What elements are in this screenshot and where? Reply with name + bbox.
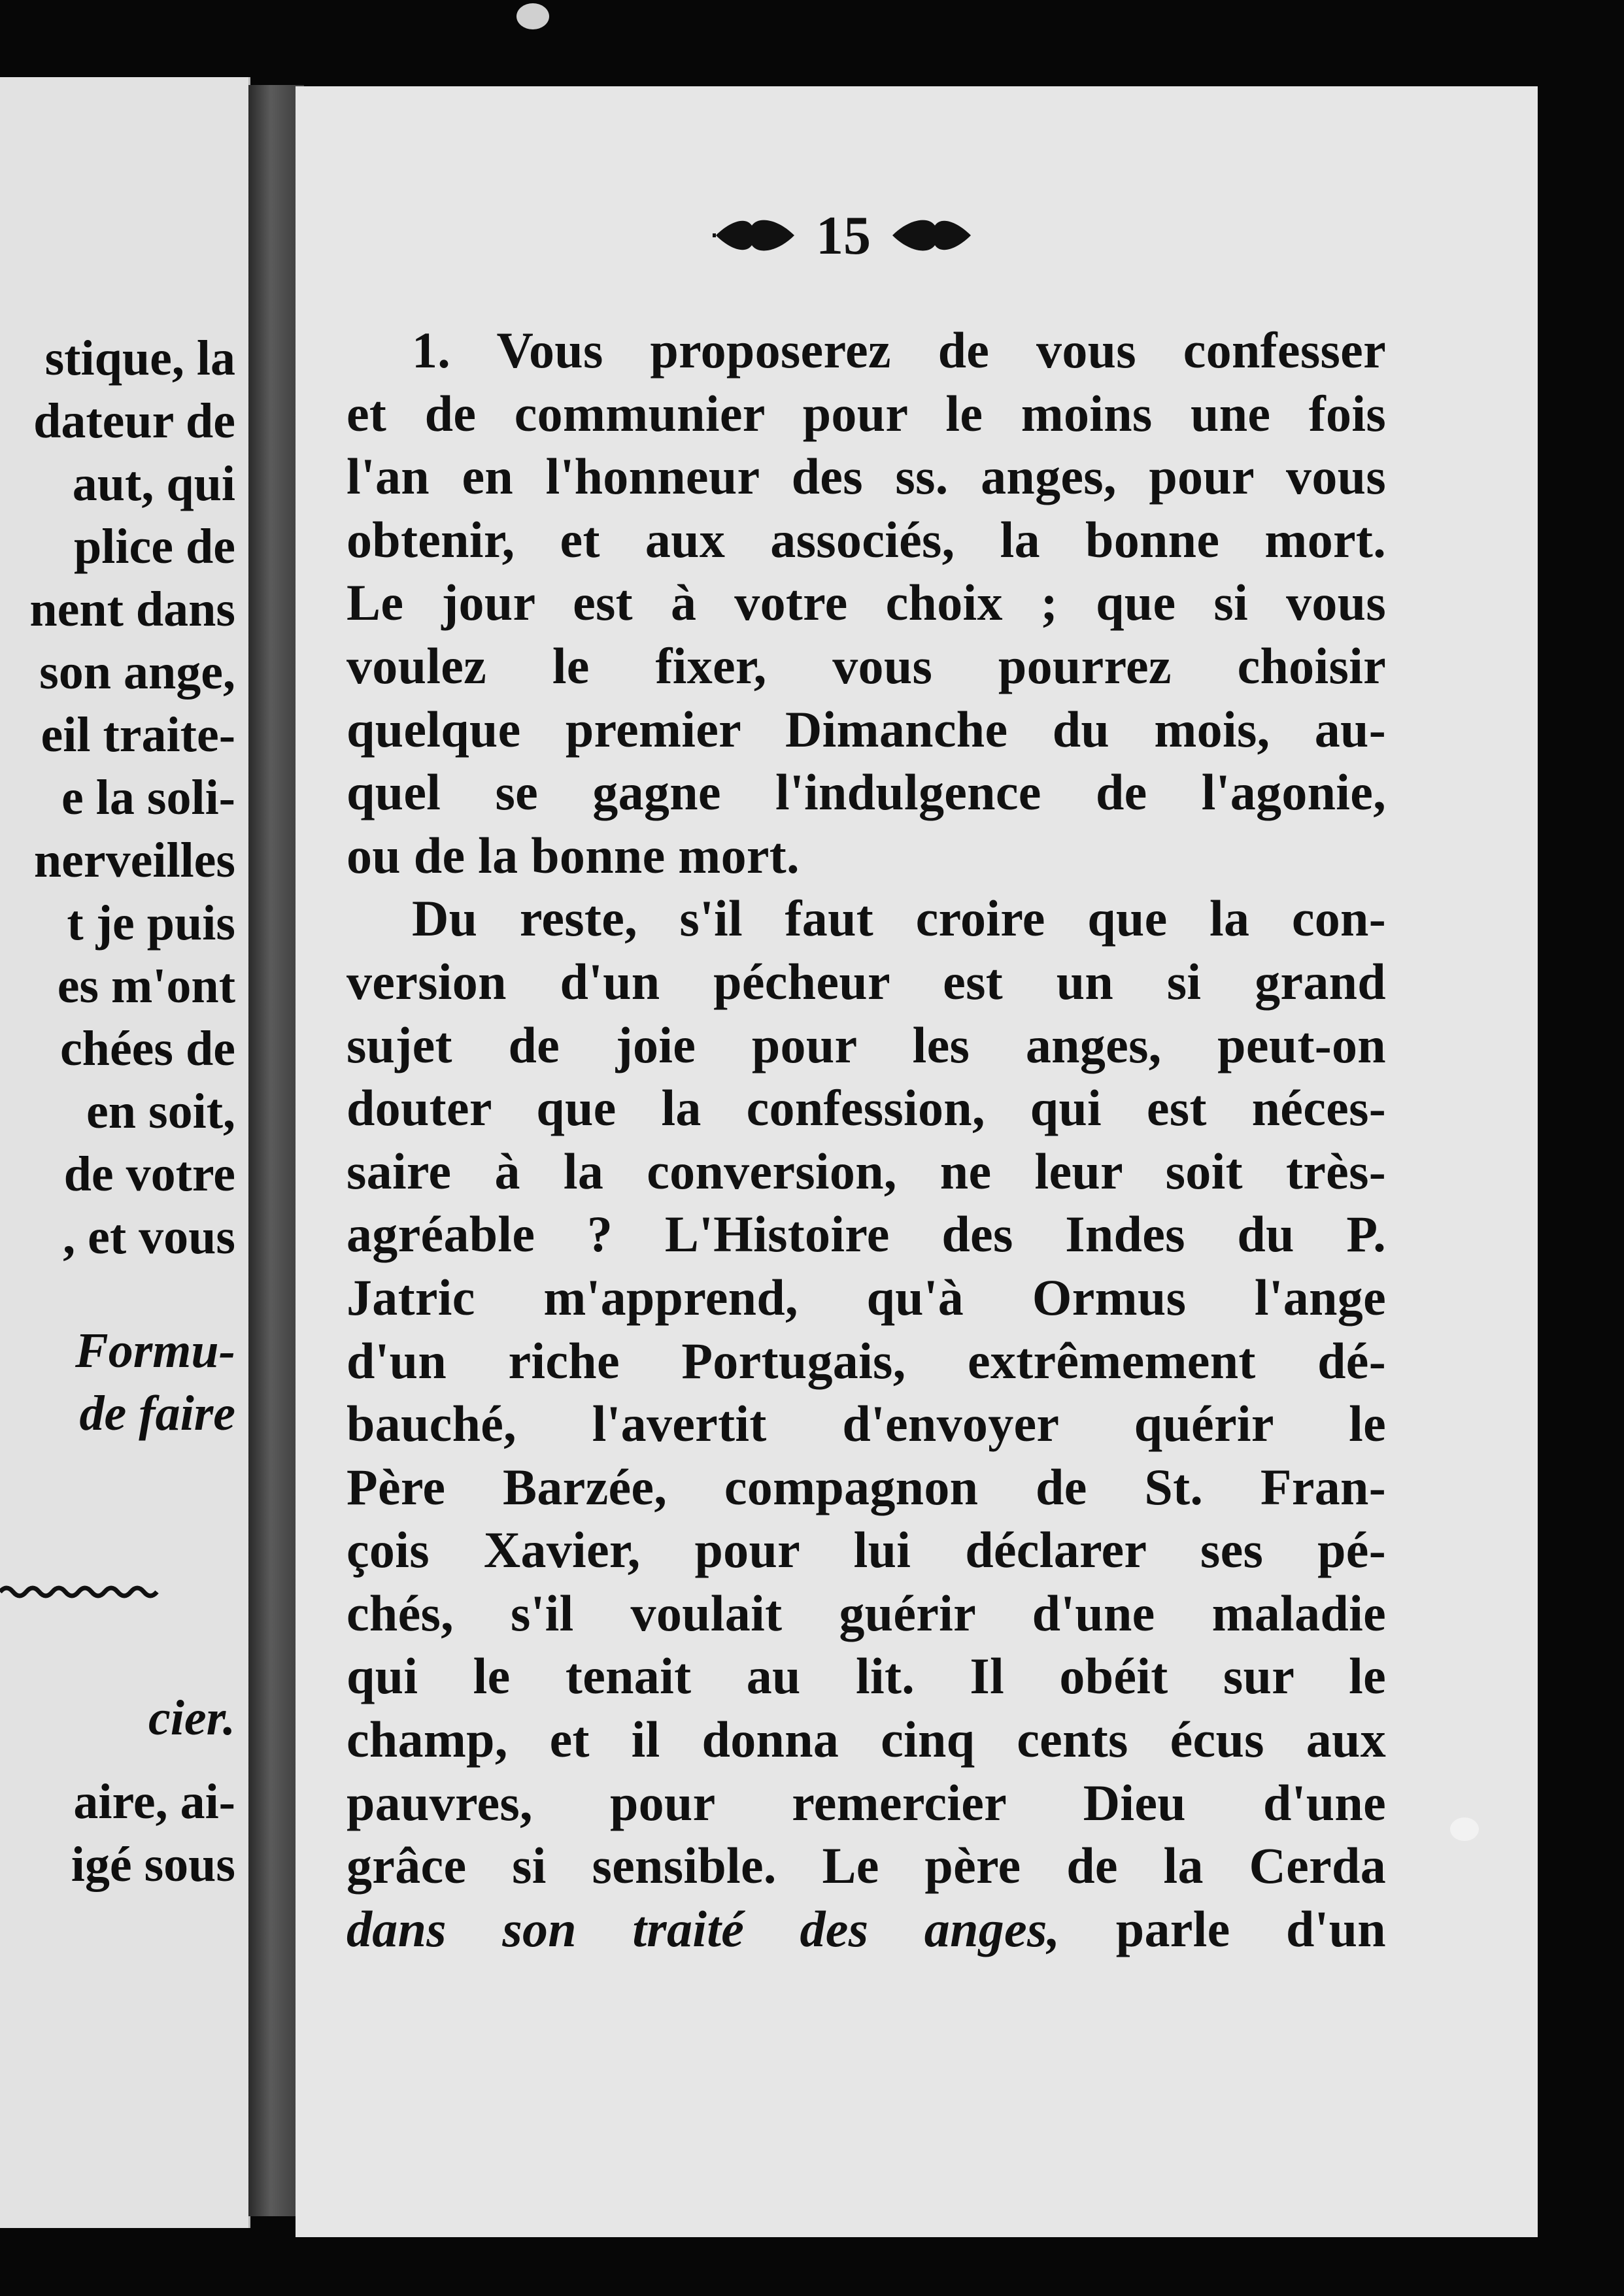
scan-speck bbox=[516, 3, 549, 29]
text-line: champ, et il donna cinq cents écus aux bbox=[347, 1711, 1386, 1768]
left-fragment-line: stique, la bbox=[44, 331, 235, 386]
text-line: d'un riche Portugais, extrêmement dé- bbox=[347, 1332, 1386, 1389]
text-line: chés, s'il voulait guérir d'une maladie bbox=[347, 1584, 1386, 1642]
ornamental-rule bbox=[0, 1578, 163, 1604]
left-fragment-line: dateur de bbox=[33, 394, 235, 448]
text-line: grâce si sensible. Le père de la Cerda bbox=[347, 1837, 1386, 1895]
text-line: Du reste, s'il faut croire que la con- bbox=[412, 890, 1386, 947]
text-line-mixed bbox=[347, 1898, 1386, 1961]
text-line: Père Barzée, compagnon de St. Fran- bbox=[347, 1458, 1386, 1515]
left-fragment-line: eil traite- bbox=[41, 707, 235, 762]
text-line: et de communier pour le moins une fois bbox=[347, 384, 1386, 442]
text-line: quelque premier Dimanche du mois, au- bbox=[347, 700, 1386, 758]
text-line: l'an en l'honneur des ss. anges, pour vous bbox=[347, 448, 1386, 505]
text-line: voulez le fixer, vous pourrez choisir bbox=[347, 637, 1386, 694]
left-fragment-line: , et vous bbox=[63, 1209, 235, 1264]
roman-text: parle d'un bbox=[1060, 1900, 1386, 1957]
previous-page-fragment bbox=[0, 77, 250, 2228]
text-line: douter que la confession, qui est néces- bbox=[347, 1079, 1386, 1137]
text-line: obtenir, et aux associés, la bonne mort. bbox=[347, 511, 1386, 568]
text-line: qui le tenait au lit. Il obéit sur le bbox=[347, 1647, 1386, 1705]
text-line: sujet de joie pour les anges, peut-on bbox=[347, 1016, 1386, 1073]
page-header bbox=[713, 196, 974, 275]
text-line: pauvres, pour remercier Dieu d'une bbox=[347, 1774, 1386, 1831]
text-line: agréable ? L'Histoire des Indes du P. bbox=[347, 1206, 1386, 1263]
text-line: quel se gagne l'indulgence de l'agonie, bbox=[347, 764, 1386, 821]
text-line: çois Xavier, pour lui déclarer ses pé- bbox=[347, 1521, 1386, 1579]
left-fragment-line: es m'ont bbox=[57, 958, 235, 1013]
left-fragment-line: aut, qui bbox=[72, 456, 235, 511]
left-fragment-line: en soit, bbox=[86, 1084, 235, 1139]
left-fragment-line: e la soli- bbox=[61, 770, 235, 825]
right-fleuron-ornament bbox=[889, 212, 974, 258]
left-fragment-line: plice de bbox=[74, 519, 235, 574]
page-body bbox=[347, 319, 1386, 1961]
left-fragment-line: chées de bbox=[59, 1021, 235, 1076]
page-number: 15 bbox=[816, 205, 871, 266]
italic-title-text: dans son traité des anges, bbox=[347, 1900, 1060, 1957]
text-line: bauché, l'avertit d'envoyer quérir le bbox=[347, 1395, 1386, 1453]
left-fragment-line: igé sous bbox=[71, 1837, 235, 1892]
scan-speck bbox=[1450, 1817, 1479, 1841]
text-line: ou de la bonne mort. bbox=[347, 826, 800, 884]
left-fragment-line: son ange, bbox=[39, 645, 235, 700]
left-fragment-italic-line: cier. bbox=[148, 1691, 235, 1746]
left-fleuron-ornament bbox=[713, 212, 798, 258]
text-line: saire à la conversion, ne leur soit très- bbox=[347, 1142, 1386, 1200]
left-fragment-line: de votre bbox=[63, 1147, 235, 1202]
text-line: version d'un pécheur est un si grand bbox=[347, 953, 1386, 1010]
text-line: Jatric m'apprend, qu'à Ormus l'ange bbox=[347, 1268, 1386, 1326]
left-fragment-line: t je puis bbox=[67, 896, 235, 951]
text-line: 1. Vous proposerez de vous confesser bbox=[412, 322, 1386, 379]
text-line: Le jour est à votre choix ; que si vous bbox=[347, 574, 1386, 632]
left-fragment-line: nent dans bbox=[29, 582, 235, 637]
left-fragment-italic-line: Formu- bbox=[75, 1323, 235, 1378]
left-fragment-line: aire, ai- bbox=[73, 1774, 235, 1829]
left-fragment-line: nerveilles bbox=[33, 833, 235, 888]
left-fragment-italic-line: de faire bbox=[79, 1386, 235, 1441]
